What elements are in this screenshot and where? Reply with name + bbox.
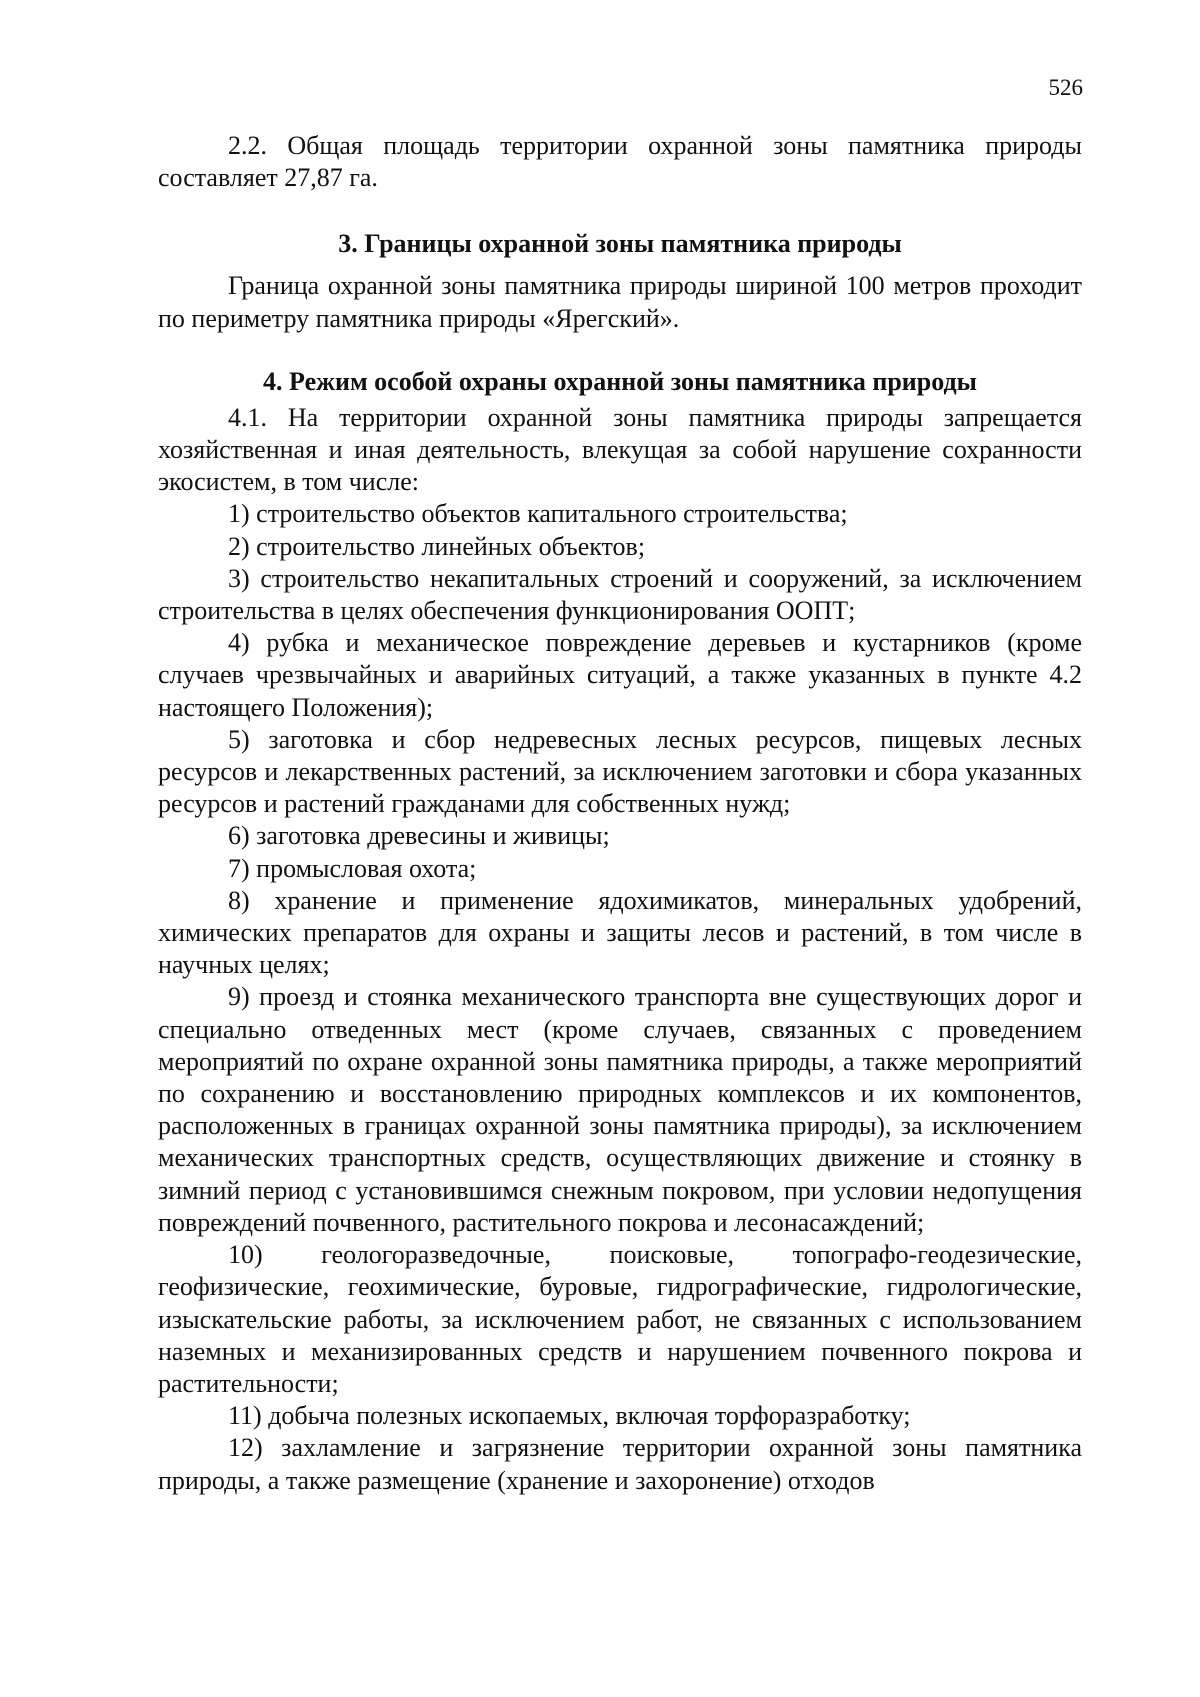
list-item: 3) строительство некапитальных строений и сооружений, за исключением строительства в целях обеспечения функционирования ООПТ; <box>158 563 1082 626</box>
list-item: 9) проезд и стоянка механического транспорта вне существующих дорог и специально отведенных мест (кроме случаев, связанных с проведением мероприятий по охране охранной зоны памятника природы, а также мероприятий по сохранению и восстановлению природных комплексов и их компонентов, расположенных в границах охранной зоны памятника природы), за исключением механических транспортных средств, осуществляющих движение и стоянку в зимний период с установившимся снежным покровом, при условии недопущения повреждений почвенного, растительного покрова и лесонасаждений; <box>158 982 1082 1237</box>
paragraph-4-1: 4.1. На территории охранной зоны памятника природы запрещается хозяйственная и иная деятельность, влекущая за собой нарушение сохранности экосистем, в том числе: <box>158 402 1082 497</box>
section-3-paragraph: Граница охранной зоны памятника природы шириной 100 метров проходит по периметру памятника природы «Ярегский». <box>158 271 1082 333</box>
list-item: 5) заготовка и сбор недревесных лесных ресурсов, пищевых лесных ресурсов и лекарственных растений, за исключением заготовки и сбора указанных ресурсов и растений гражданами для собственных нужд; <box>158 724 1082 819</box>
list-item: 11) добыча полезных ископаемых, включая торфоразработку; <box>228 1401 911 1431</box>
list-item: 12) захламление и загрязнение территории охранной зоны памятника природы, а также размещение (хранение и захоронение) отходов <box>158 1433 1082 1495</box>
paragraph-2-2: 2.2. Общая площадь территории охранной зоны памятника природы составляет 27,87 га. <box>158 131 1082 193</box>
list-item: 10) геологоразведочные, поисковые, топографо-геодезические, геофизические, геохимические, буровые, гидрографические, гидрологические, изыскательские работы, за исключением работ, не связанных с использованием наземных и механизированных средств и нарушением почвенного покрова и растительности; <box>158 1240 1082 1398</box>
list-item: 2) строительство линейных объектов; <box>228 531 646 561</box>
section-4-heading: 4. Режим особой охраны охранной зоны памятника природы <box>263 366 977 396</box>
list-item: 6) заготовка древесины и живицы; <box>228 821 610 851</box>
list-item: 8) хранение и применение ядохимикатов, минеральных удобрений, химических препаратов для охраны и защиты лесов и растений, в том числе в научных целях; <box>158 885 1082 980</box>
list-item: 4) рубка и механическое повреждение деревьев и кустарников (кроме случаев чрезвычайных и аварийных ситуаций, а также указанных в пункте 4.2 настоящего Положения); <box>158 628 1082 722</box>
list-item: 7) промысловая охота; <box>228 853 477 883</box>
section-3-heading: 3. Границы охранной зоны памятника природы <box>338 229 902 259</box>
page-number: 526 <box>1048 75 1083 100</box>
list-item: 1) строительство объектов капитального строительства; <box>228 499 848 529</box>
document-body <box>158 130 1082 1497</box>
